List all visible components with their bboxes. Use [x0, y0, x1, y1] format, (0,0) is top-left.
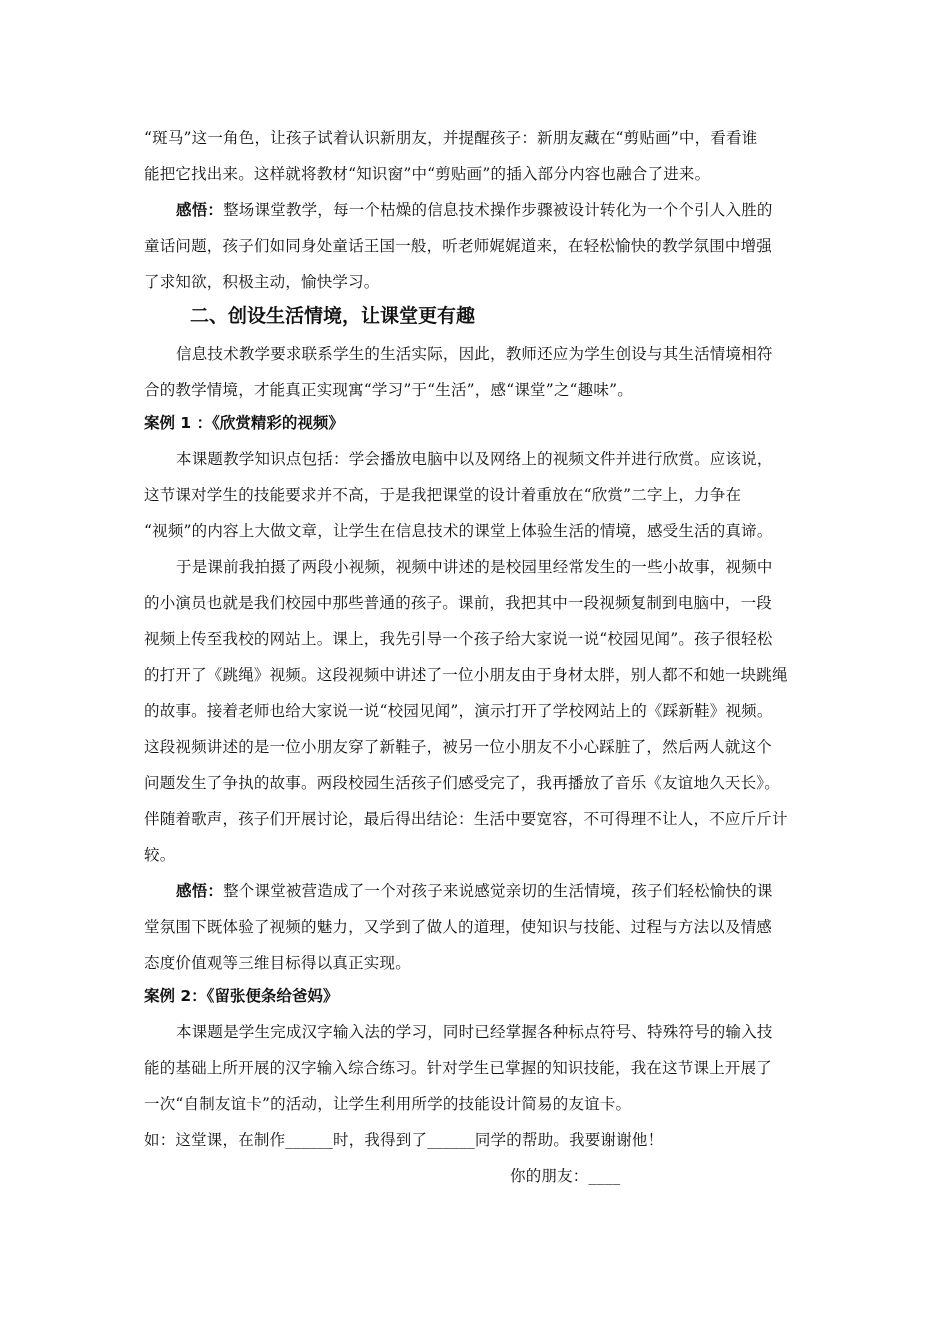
paragraph-line: 的打开了《跳绳》视频。这段视频中讲述了一位小朋友由于身材太胖，别人都不和她一块跳绳: [144, 666, 788, 684]
paragraph-line: 较。: [144, 846, 176, 864]
paragraph-line: 的故事。接着老师也给大家说一说“校园见闻”，演示打开了学校网站上的《踩新鞋》视频。: [144, 702, 773, 720]
paragraph-line: 合的教学情境，才能真正实现寓“学习”于“生活”，感“课堂”之“趣味”。: [144, 381, 633, 399]
paragraph-line: 能把它找出来。这样就将教材“知识窗”中“剪贴画”的插入部分内容也融合了进来。: [144, 165, 711, 183]
insight-label: 感悟：: [176, 881, 224, 900]
paragraph-line: 童话问题，孩子们如同身处童话王国一般，听老师娓娓道来，在轻松愉快的教学氛围中增强: [144, 237, 773, 255]
paragraph-line: 一次“自制友谊卡”的活动，让学生利用所学的技能设计简易的友谊卡。: [144, 1095, 632, 1113]
paragraph-line: 的小演员也就是我们校园中那些普通的孩子。课前，我把其中一段视频复制到电脑中，一段: [144, 594, 773, 612]
insight-paragraph: [176, 881, 773, 901]
insight-text: 整个课堂被营造成了一个对孩子来说感觉亲切的生活情境，孩子们轻松愉快的课: [223, 882, 773, 900]
paragraph-line: 堂氛围下既体验了视频的魅力，又学到了做人的道理，使知识与技能、过程与方法以及情感: [144, 918, 773, 936]
paragraph-line: 能的基础上所开展的汉字输入综合练习。针对学生已掌握的知识技能，我在这节课上开展了: [144, 1059, 773, 1077]
paragraph-line: 于是课前我拍摄了两段小视频，视频中讲述的是校园里经常发生的一些小故事，视频中: [176, 558, 773, 576]
paragraph-line: “斑马”这一角色，让孩子试着认识新朋友，并提醒孩子：新朋友藏在“剪贴画”中，看看谁: [144, 129, 758, 147]
section-heading: 二、创设生活情境，让课堂更有趣: [190, 305, 476, 327]
insight-label: 感悟：: [176, 200, 224, 219]
case-heading: 案例 2：《留张便条给爸妈》: [144, 987, 339, 1005]
paragraph-line: 本课题是学生完成汉字输入法的学习，同时已经掌握各种标点符号、特殊符号的输入技: [176, 1023, 773, 1041]
insight-paragraph: [176, 200, 773, 220]
signature-line: 你的朋友：____: [510, 1167, 621, 1185]
paragraph-line: 态度价值观等三维目标得以真正实现。: [144, 954, 411, 972]
paragraph-line: 本课题教学知识点包括：学会播放电脑中以及网络上的视频文件并进行欣赏。应该说，: [176, 450, 773, 468]
paragraph-line: 信息技术教学要求联系学生的生活实际，因此，教师还应为学生创设与其生活情境相符: [176, 345, 773, 363]
paragraph-line: 了求知欲，积极主动，愉快学习。: [144, 273, 380, 291]
paragraph-line: 视频上传至我校的网站上。课上，我先引导一个孩子给大家说一说“校园见闻”。孩子很轻松: [144, 630, 773, 648]
paragraph-line: 这节课对学生的技能要求并不高，于是我把课堂的设计着重放在“欣赏”二字上，力争在: [144, 486, 742, 504]
paragraph-line: 问题发生了争执的故事。两段校园生活孩子们感受完了，我再播放了音乐《友谊地久天长》。: [144, 774, 780, 792]
example-line: 如：这堂课，在制作______时，我得到了______同学的帮助。我要谢谢他！: [144, 1131, 664, 1149]
paragraph-line: 伴随着歌声，孩子们开展讨论，最后得出结论：生活中要宽容，不可得理不让人，不应斤斤计: [144, 810, 788, 828]
paragraph-line: “视频”的内容上大做文章，让学生在信息技术的课堂上体验生活的情境，感受生活的真谛。: [144, 522, 773, 540]
case-heading: 案例 1 ：《欣赏精彩的视频》: [144, 414, 344, 432]
insight-text: 整场课堂教学，每一个枯燥的信息技术操作步骤被设计转化为一个个引人入胜的: [223, 201, 773, 219]
paragraph-line: 这段视频讲述的是一位小朋友穿了新鞋子，被另一位小朋友不小心踩脏了，然后两人就这个: [144, 738, 773, 756]
